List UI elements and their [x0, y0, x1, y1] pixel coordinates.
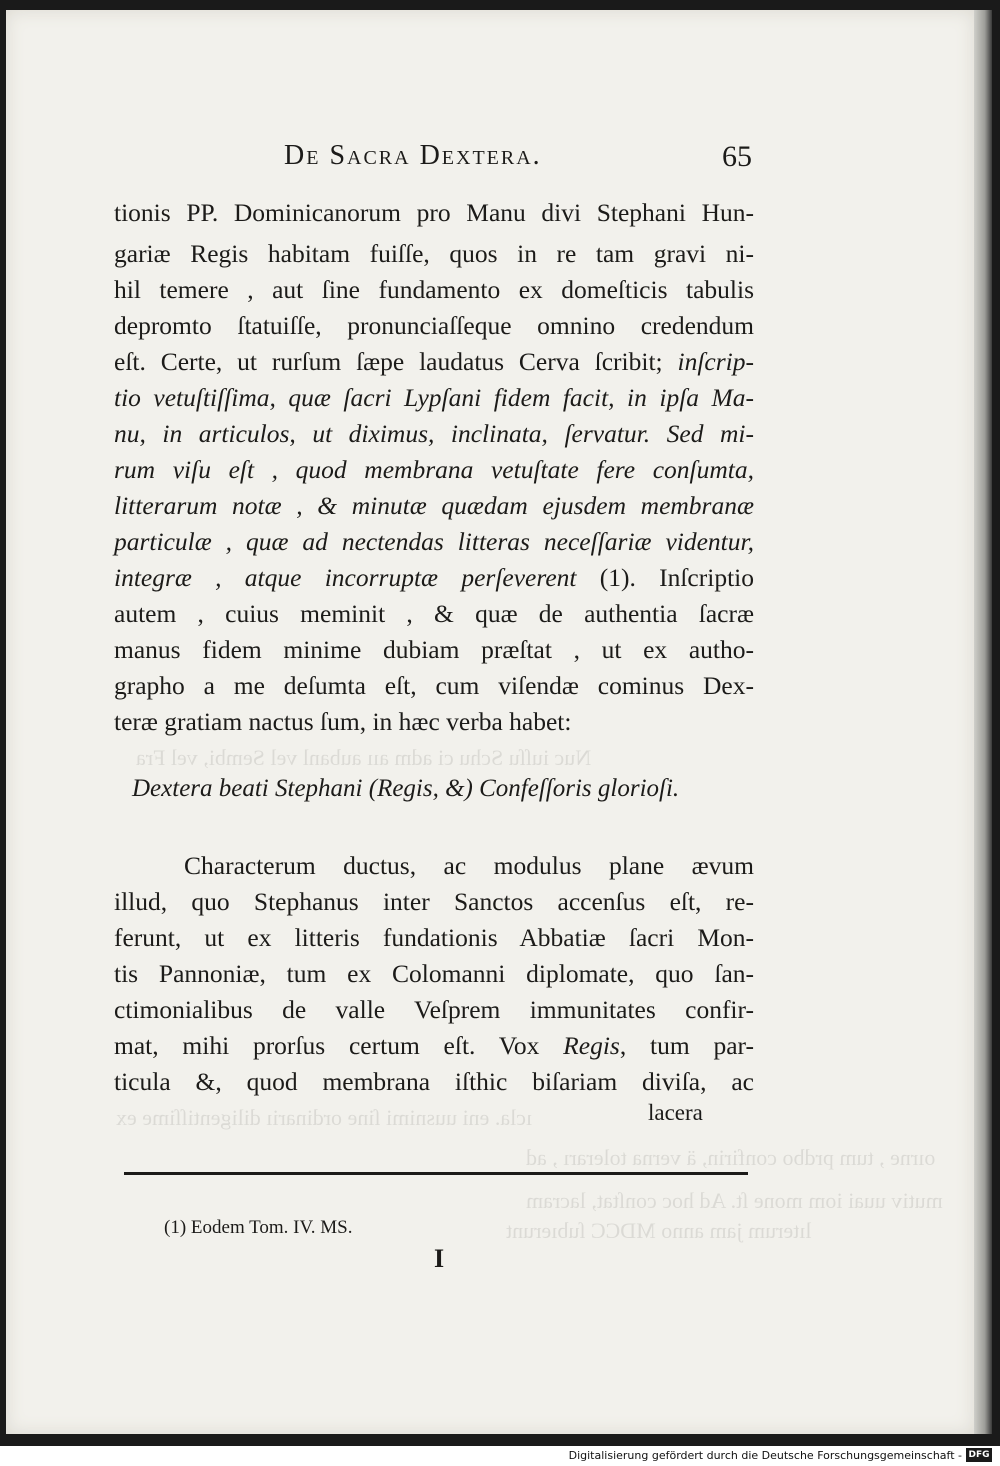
text-run: mat, mihi prorſus certum eſt. Vox	[114, 1031, 540, 1060]
text-line: gariæ Regis habitam fuiſſe, quos in re tam gravi ni-	[114, 239, 754, 268]
text-line: ticula &, quod membrana iſthic biſariam diviſa, ac	[114, 1067, 754, 1096]
text-line	[114, 1028, 754, 1063]
text-run: , tum par-	[619, 1031, 755, 1060]
text-run: eſt. Certe, ut rurſum ſæpe laudatus Cerva ſcribit;	[114, 347, 663, 376]
text-line: autem , cuius meminit , & quæ de authentia ſacræ	[114, 599, 754, 628]
dfg-logo: DFG	[966, 1448, 992, 1462]
bleed-through-text: mutiv uuai iom mone ſt. Ad hoc conſtat, lacram	[526, 1188, 943, 1213]
bleed-through-text: Nuc iuſſu Schu ci adm aıı aubanl vel Sembi, vel Fra	[136, 745, 592, 770]
page-edge	[974, 10, 992, 1434]
italic-run: integræ , atque incorruptæ perſeverent	[114, 563, 577, 592]
signature-mark: I	[434, 1244, 445, 1273]
text-line: teræ gratiam nactus ſum, in hæc verba habet:	[114, 707, 572, 736]
text-line: illud, quo Stephanus inter Sanctos accenſus eſt, re-	[114, 887, 754, 916]
book-page	[6, 10, 974, 1434]
text-line: ferunt, ut ex litteris fundationis Abbatiæ ſacri Mon-	[114, 923, 754, 952]
footnote: (1) Eodem Tom. IV. MS.	[164, 1217, 353, 1238]
text-line: Characterum ductus, ac modulus plane ævum	[184, 851, 754, 880]
running-head	[6, 140, 974, 184]
text-line: tionis PP. Dominicanorum pro Manu divi Stephani Hun-	[114, 198, 754, 227]
text-line: grapho a me deſumta eſt, cum viſendæ cominus Dex-	[114, 671, 754, 700]
text-line	[114, 560, 754, 595]
text-line: tis Pannoniæ, tum ex Colomanni diplomate, quo ſan-	[114, 959, 754, 988]
text-line: hil temere , aut ſine fundamento ex domeſticis tabulis	[114, 275, 754, 304]
text-line	[114, 344, 754, 379]
italic-run: inſcrip-	[662, 347, 754, 376]
italic-run: Regis	[539, 1031, 620, 1060]
running-head-title: De Sacra Dextera.	[284, 140, 542, 171]
text-line: manus fidem minime dubiam præſtat , ut ex autho-	[114, 635, 754, 664]
catchword: lacera	[648, 1100, 703, 1125]
bleed-through-text: lıterum jam anno MDCC ſubıerunt	[506, 1218, 812, 1243]
footnote-rule	[124, 1172, 748, 1175]
text-line: tio vetuſtiſſima, quæ ſacri Lypſani fidem facit, in ipſa Ma-	[114, 383, 754, 412]
bleed-through-text: ıcla. eni uusnimi ſine ordinariı diligentiſſime ex	[116, 1105, 533, 1130]
text-line: particulæ , quæ ad nectendas litteras neceſſariæ videntur,	[114, 527, 754, 556]
page-number: 65	[722, 140, 752, 173]
text-line: nu, in articulos, ut diximus, inclinata, ſervatur. Sed mi-	[114, 419, 754, 448]
text-line: depromto ſtatuiſſe, pronunciaſſeque omnino credendum	[114, 311, 754, 340]
bleed-through-text: oırne , tum prdbo confirin, ä verna tolerarı , ad	[526, 1145, 936, 1170]
text-line: rum viſu eſt , quod membrana vetuſtate fere conſumta,	[114, 455, 754, 484]
digitization-credit: Digitalisierung gefördert durch die Deutsche Forschungsgemeinschaft -	[568, 1449, 962, 1462]
text-line: ctimonialibus de valle Veſprem immunitates confir-	[114, 995, 754, 1024]
inscription-quote: Dextera beati Stephani (Regis, &) Confeſſoris glorioſi.	[132, 775, 680, 802]
text-line: litterarum notæ , & minutæ quædam ejusdem membranæ	[114, 491, 754, 520]
text-run: (1). Inſcriptio	[576, 563, 754, 592]
